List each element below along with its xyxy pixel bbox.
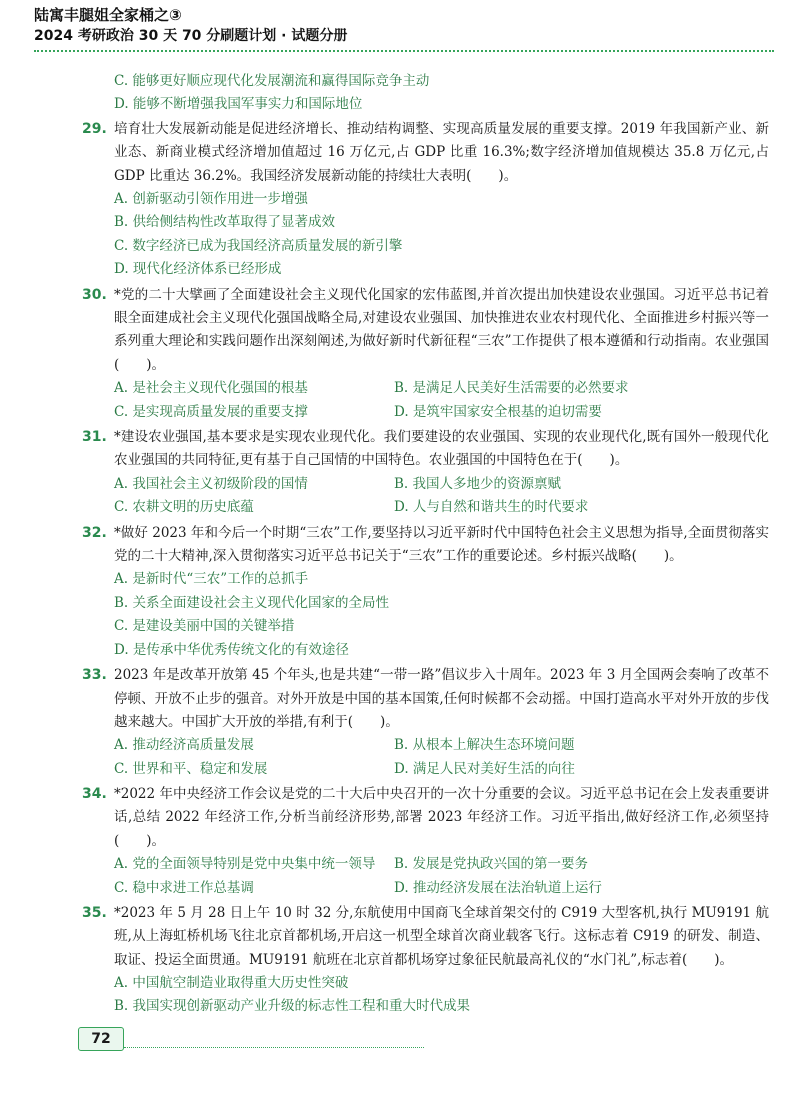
carryover-option-d: D. 能够不断增强我国军事实力和国际地位 <box>114 96 363 112</box>
question-text: *2023 年 5 月 28 日上午 10 时 32 分,东航使用中国商飞全球首架交付的 C919 大型客机,执行 MU9191 航班,从上海虹桥机场飞往北京首都机场,开启这一机型全球首次商业载客飞行。这标志着 C919 的研发、制造、取证、投运全面贯通。MU9191 航班在北京首都机场穿过象征民航最高礼仪的“水门礼”,标志着( )。 <box>114 905 769 968</box>
options <box>114 853 769 900</box>
question-stem <box>82 902 769 972</box>
question-stem <box>82 522 769 569</box>
options <box>114 972 769 1019</box>
question-stem <box>82 783 769 853</box>
options <box>114 377 769 424</box>
carryover-option-c: C. 能够更好顺应现代化发展潮流和赢得国际竞争主动 <box>114 73 430 89</box>
option-a: A. 创新驱动引领作用进一步增强 <box>114 190 308 207</box>
question-stem <box>82 664 769 734</box>
question-number: 32. <box>82 524 107 541</box>
option-c: C. 世界和平、稳定和发展 <box>114 760 268 777</box>
option-c: C. 稳中求进工作总基调 <box>114 879 254 896</box>
option-a: A. 我国社会主义初级阶段的国情 <box>114 475 308 492</box>
question-number: 31. <box>82 429 107 446</box>
option-b: B. 是满足人民美好生活需要的必然要求 <box>394 380 629 397</box>
option-b: B. 我国人多地少的资源禀赋 <box>394 475 562 492</box>
question-number: 34. <box>82 786 107 803</box>
footer-divider <box>124 1047 424 1048</box>
option-a: A. 是社会主义现代化强国的根基 <box>114 380 308 397</box>
question-31 <box>82 426 769 520</box>
page-number: 72 <box>78 1027 124 1051</box>
question-stem <box>82 426 769 473</box>
option-d: D. 现代化经济体系已经形成 <box>114 261 282 278</box>
question-29 <box>82 118 769 282</box>
option-d: D. 推动经济发展在法治轨道上运行 <box>394 879 602 896</box>
question-number: 30. <box>82 286 107 303</box>
option-b: B. 从根本上解决生态环境问题 <box>394 737 575 754</box>
question-stem <box>82 118 769 188</box>
question-number: 33. <box>82 667 107 684</box>
option-a: A. 是新时代“三农”工作的总抓手 <box>114 571 309 588</box>
question-35 <box>82 902 769 1019</box>
option-d: D. 人与自然和谐共生的时代要求 <box>394 499 589 516</box>
book-subtitle: 2024 考研政治 30 天 70 分刷题计划 · 试题分册 <box>34 28 348 44</box>
question-number: 35. <box>82 905 107 922</box>
option-c: C. 是建设美丽中国的关键举措 <box>114 618 295 635</box>
question-text: *党的二十大擘画了全面建设社会主义现代化国家的宏伟蓝图,并首次提出加快建设农业强国。习近平总书记着眼全面建成社会主义现代化强国战略全局,对建设农业强国、加快推进农业农村现代化、全面推进乡村振兴等一系列重大理论和实践问题作出深刻阐述,为做好新时代新征程“三农”工作提供了根本遵循和行动指南。农业强国( )。 <box>114 286 769 373</box>
option-b: B. 我国实现创新驱动产业升级的标志性工程和重大时代成果 <box>114 998 471 1015</box>
options <box>114 188 769 282</box>
question-list <box>82 70 769 1019</box>
option-d: D. 满足人民对美好生活的向往 <box>394 760 575 777</box>
options <box>114 734 769 781</box>
question-33 <box>82 664 769 781</box>
option-c: C. 是实现高质量发展的重要支撑 <box>114 403 308 420</box>
options <box>114 568 769 662</box>
question-34 <box>82 783 769 900</box>
option-b: B. 发展是党执政兴国的第一要务 <box>394 856 589 873</box>
question-text: 培育壮大发展新动能是促进经济增长、推动结构调整、实现高质量发展的重要支撑。2019 年我国新产业、新业态、新商业模式经济增加值超过 16 万亿元,占 GDP 比重 16.3%;数字经济增加值规模达 35.8 万亿元,占 GDP 比重达 36.2%。我国经济发展新动能的持续壮大表明( )。 <box>114 121 769 184</box>
series-title: 陆寓丰腿姐全家桶之③ <box>34 6 182 24</box>
question-text: *建设农业强国,基本要求是实现农业现代化。我们要建设的农业强国、实现的农业现代化,既有国外一般现代化农业强国的共同特征,更有基于自己国情的中国特色。农业强国的中国特色在于( )。 <box>114 429 769 469</box>
header-divider <box>34 50 774 52</box>
options <box>114 473 769 520</box>
question-stem <box>82 284 769 377</box>
question-number: 29. <box>82 121 107 137</box>
option-a: A. 推动经济高质量发展 <box>114 737 254 754</box>
running-header <box>34 4 774 46</box>
question-30 <box>82 284 769 424</box>
option-b: B. 关系全面建设社会主义现代化国家的全局性 <box>114 594 390 611</box>
option-d: D. 是筑牢国家安全根基的迫切需要 <box>394 403 602 420</box>
option-c: C. 数字经济已成为我国经济高质量发展的新引擎 <box>114 237 403 254</box>
question-text: *做好 2023 年和今后一个时期“三农”工作,要坚持以习近平新时代中国特色社会主义思想为指导,全面贯彻落实党的二十大精神,深入贯彻落实习近平总书记关于“三农”工作的重要论述。乡村振兴战略( )。 <box>114 524 769 564</box>
question-text: *2022 年中央经济工作会议是党的二十大后中央召开的一次十分重要的会议。习近平总书记在会上发表重要讲话,总结 2022 年经济工作,分析当前经济形势,部署 2023 年经济工作。习近平指出,做好经济工作,必须坚持( )。 <box>114 786 769 849</box>
option-b: B. 供给侧结构性改革取得了显著成效 <box>114 214 336 231</box>
option-a: A. 党的全面领导特别是党中央集中统一领导 <box>114 856 376 873</box>
option-d: D. 是传承中华优秀传统文化的有效途径 <box>114 641 349 658</box>
option-a: A. 中国航空制造业取得重大历史性突破 <box>114 974 349 991</box>
question-32 <box>82 522 769 663</box>
option-c: C. 农耕文明的历史底蕴 <box>114 499 254 516</box>
question-text: 2023 年是改革开放第 45 个年头,也是共建“一带一路”倡议步入十周年。2023 年 3 月全国两会奏响了改革不停顿、开放不止步的强音。对外开放是中国的基本国策,任何时候都不会动摇。中国打造高水平对外开放的步伐越来越大。中国扩大开放的举措,有利于( )。 <box>114 667 769 730</box>
